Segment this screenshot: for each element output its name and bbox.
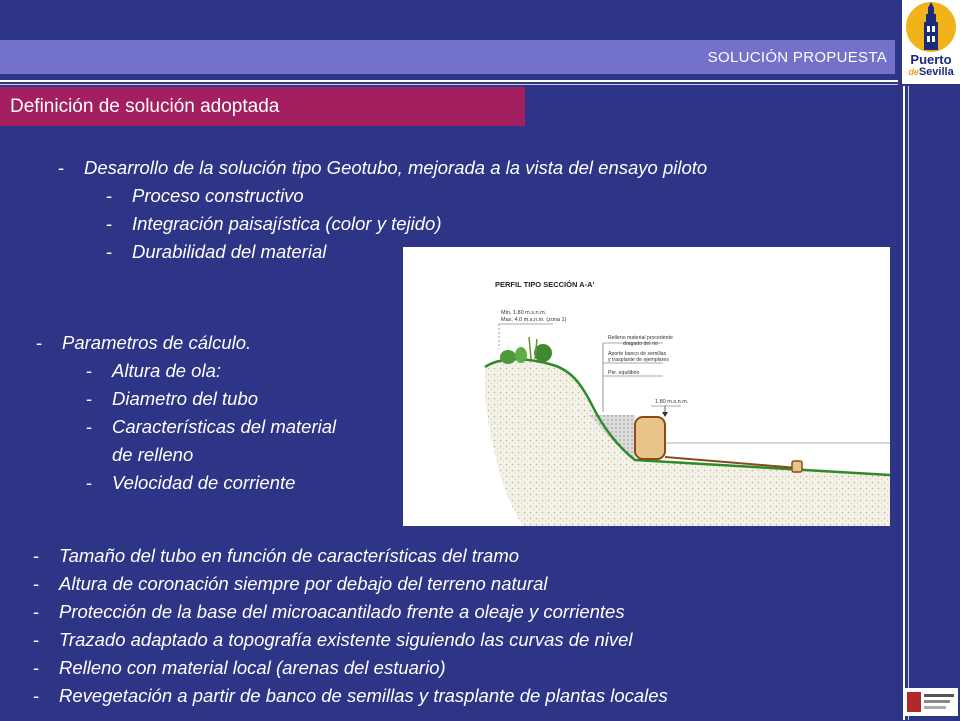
tube-level-label: 1.80 m.s.n.m. (655, 399, 689, 405)
divider (0, 84, 898, 85)
logo-city: Sevilla (918, 66, 954, 78)
divider (0, 80, 898, 82)
list-item: - Altura de coronación siempre por debajo del terreno natural (33, 573, 548, 594)
list-item: - Relleno con material local (arenas del estuario) (33, 657, 446, 678)
tower-icon (902, 0, 960, 52)
page-title: SOLUCIÓN PROPUESTA (707, 49, 887, 66)
divider (908, 84, 909, 720)
list-item: - Durabilidad del material (106, 241, 327, 262)
list-item: - Proceso constructivo (106, 185, 304, 206)
list-item: - Integración paisajística (color y tejido) (106, 213, 442, 234)
list-item: - Desarrollo de la solución tipo Geotubo, mejorada a la vista del ensayo piloto (58, 157, 708, 178)
list-item-continuation: de relleno (112, 444, 194, 465)
logo-prefix: de (908, 67, 919, 77)
level-min-label: Min. 1.80 m.s.n.m. (501, 310, 547, 316)
geotube (635, 417, 665, 459)
figure-title: PERFIL TIPO SECCIÓN A-A' (495, 280, 595, 289)
note-slope-label: Pte. equilibrio (608, 370, 640, 376)
list-item: - Protección de la base del microacantilado frente a oleaje y corrientes (33, 601, 625, 622)
note-fill-label-2: dragado del río (623, 341, 658, 347)
header-band (0, 40, 895, 74)
puerto-sevilla-logo (902, 0, 960, 86)
list-item: - Trazado adaptado a topografía existente siguiendo las curvas de nivel (33, 629, 633, 650)
logo-text-2 (902, 66, 960, 78)
list-item: - Tamaño del tubo en función de características del tramo (33, 545, 520, 566)
list-item: - Altura de ola: (86, 360, 222, 381)
parameters-sublist (86, 357, 337, 497)
logo-text: Puerto (910, 52, 952, 67)
section-header (0, 87, 525, 126)
certification-badge (904, 688, 958, 716)
list-item: - Características del material (86, 416, 337, 437)
bullet-list-main (58, 154, 708, 182)
cross-section-figure (403, 247, 890, 526)
certification-icon (904, 688, 958, 716)
bottom-bullet-list (33, 542, 668, 710)
note-fill-label: Relleno material procedente (608, 335, 673, 341)
list-item: - Diametro del tubo (86, 388, 259, 409)
list-item: - Parametros de cálculo. (36, 332, 252, 353)
bullet-list-sub (106, 182, 442, 266)
list-item: - Revegetación a partir de banco de semillas y trasplante de plantas locales (33, 685, 668, 706)
note-seed-label-2: y trasplante de ejemplares (608, 357, 669, 363)
anchor-tube (792, 461, 802, 472)
level-max-label: Max. 4.0 m.s.n.m. (zona 1) (501, 317, 567, 323)
right-panel (899, 0, 960, 720)
section-title: Definición de solución adoptada (10, 96, 280, 117)
note-seed-label: Aporte banco de semillas (608, 351, 667, 357)
divider (903, 0, 905, 720)
list-item: - Velocidad de corriente (86, 472, 296, 493)
parameters-list (36, 329, 252, 357)
